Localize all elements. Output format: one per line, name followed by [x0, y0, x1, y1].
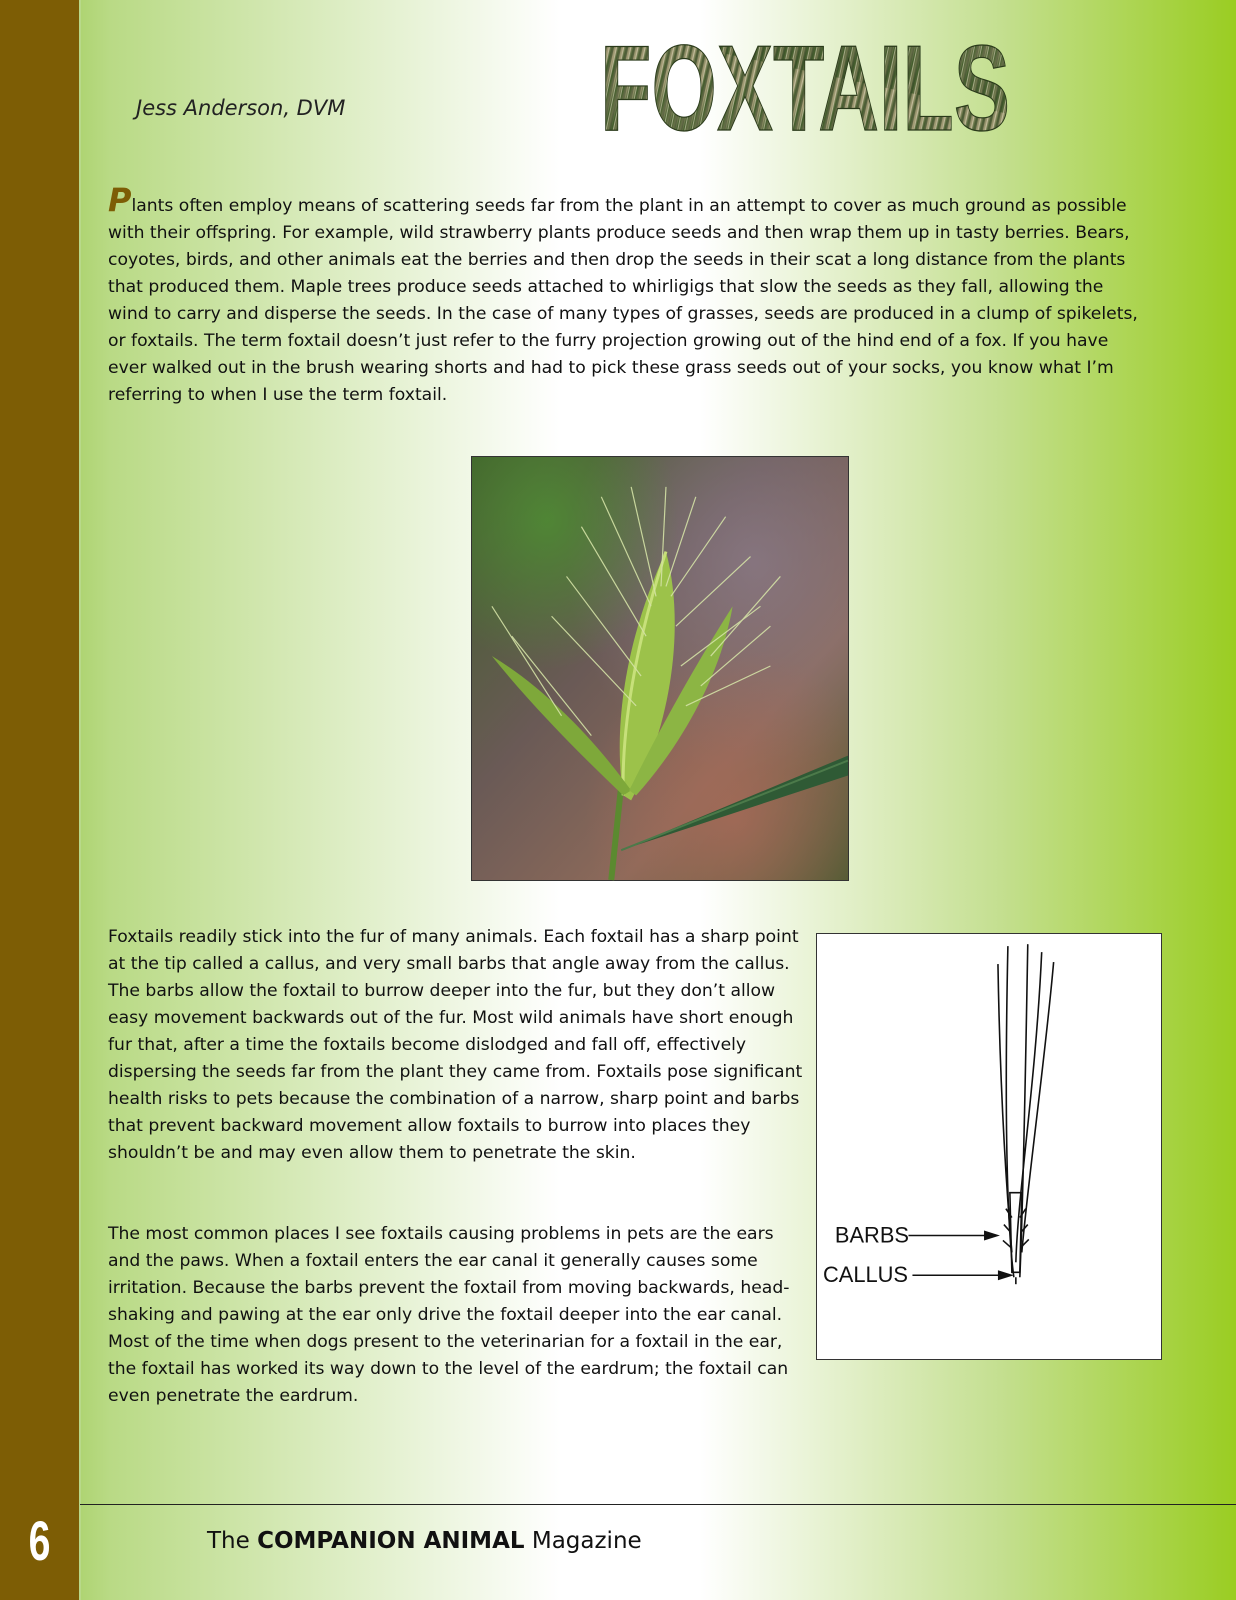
intro-text: lants often employ means of scattering seeds far from the plant in an attempt to cover as much ground as possible with their offspring. For example, wild strawberry plants produce seeds and then wrap them up in tasty berries. Bears, coyotes, birds, and other animals eat the berries and then drop the seeds in their scat a long distance from the plants that produced them. Maple trees produce seeds attached to whirligigs that slow the seeds as they fall, allowing the wind to carry and disperse the seeds. In the case of many types of grasses, seeds are produced in a clump of spikelets, or foxtails. The term foxtail doesn’t just refer to the furry projection growing out of the hind end of a fox. If you have ever walked out in the brush wearing shorts and had to pick these grass seeds out of your socks, you know what I’m referring to when I use the term foxtail.: [108, 196, 1138, 405]
foxtail-sketch: [998, 944, 1054, 1284]
left-sidebar: [0, 0, 81, 1600]
footer-brand: COMPANION ANIMAL: [257, 1528, 525, 1554]
footer-prefix: The: [207, 1528, 250, 1554]
callus-callout: [823, 1262, 1014, 1287]
barbs-callout: [835, 1222, 1000, 1247]
footer-rule: [80, 1504, 1236, 1505]
barbs-label: BARBS: [834, 1222, 910, 1248]
author-byline: Jess Anderson, DVM: [136, 96, 346, 120]
foxtail-photo-image: [472, 457, 848, 880]
foxtail-diagram: [816, 933, 1162, 1360]
body-paragraph-ears: The most common places I see foxtails causing problems in pets are the ears and the paws. When a foxtail enters the ear canal it generally causes some irritation. Because the barbs prevent the foxtail from moving backwards, head-shaking and pawing at the ear only drive the foxtail deeper into the ear canal. Most of the time when dogs present to the veterinarian for a foxtail in the ear, the foxtail has worked its way down to the level of the eardrum; the foxtail can even penetrate the eardrum.: [108, 1224, 790, 1406]
foxtail-diagram-drawing: [817, 934, 1161, 1359]
footer-suffix: Magazine: [531, 1528, 642, 1554]
article-title: [595, 20, 1015, 156]
intro-paragraph: [108, 181, 1138, 409]
foxtail-photo: [471, 456, 849, 881]
title-graphic: [595, 20, 1015, 156]
footer-magazine-name: [207, 1528, 642, 1554]
body-paragraph-barbs: Foxtails readily stick into the fur of many animals. Each foxtail has a sharp point at the tip called a callus, and very small barbs that angle away from the callus. The barbs allow the foxtail to burrow deeper into the fur, but they don’t allow easy movement backwards out of the fur. Most wild animals have short enough fur that, after a time the foxtails become dislodged and fall off, effectively dispersing the seeds far from the plant they came from. Foxtails pose significant health risks to pets because the combination of a narrow, sharp point and barbs that prevent backward movement allow foxtails to burrow into places they shouldn’t be and may even allow them to penetrate the skin.: [108, 927, 803, 1163]
barbs-arrow-head: [984, 1231, 1000, 1241]
page-number: 6: [28, 1509, 51, 1572]
title-text: FOXTAILS: [600, 20, 1010, 156]
callus-label: CALLUS: [822, 1262, 909, 1288]
drop-cap: P: [108, 181, 132, 219]
